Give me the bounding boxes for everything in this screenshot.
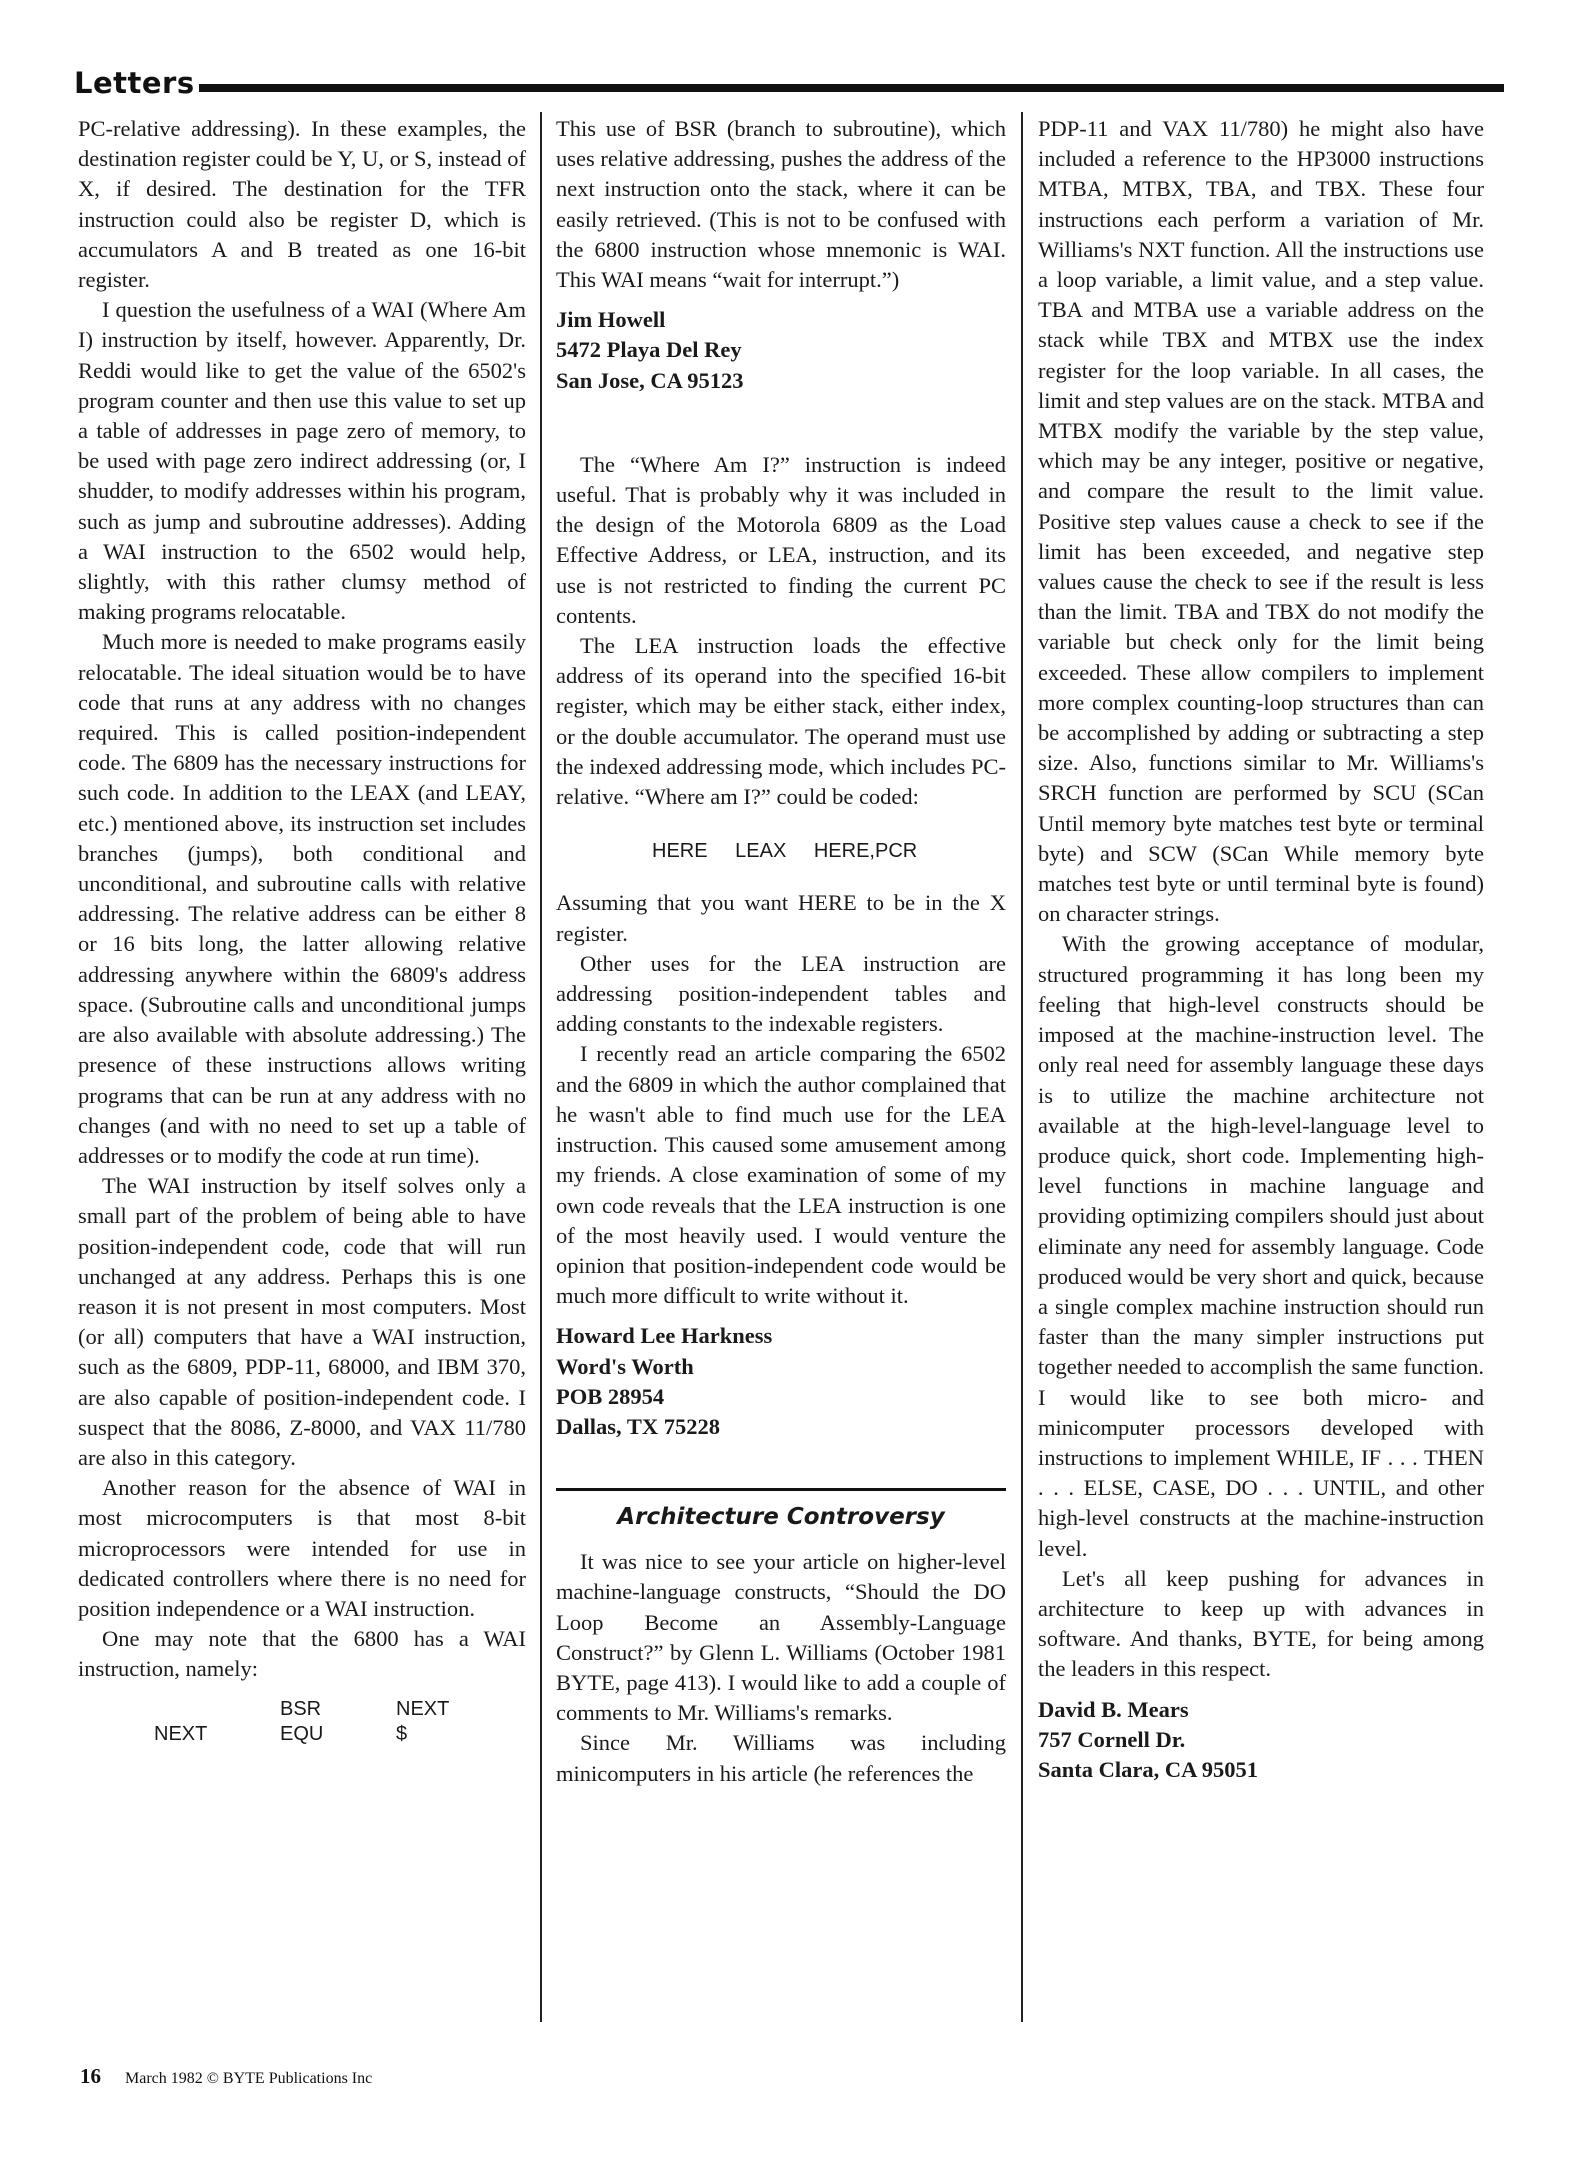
letter-subheading: Architecture Controversy (556, 1488, 1006, 1537)
code-label (78, 1697, 280, 1722)
signature-city: Dallas, TX 75228 (556, 1413, 720, 1439)
page-number: 16 (80, 2064, 101, 2088)
signature-name: Howard Lee Harkness (556, 1323, 773, 1349)
paragraph: Another reason for the absence of WAI in most microcomputers is that most 8-bit microprocessors were intended for use in dedicated controllers where there is no need for position independence or a WAI instruction. (78, 1475, 526, 1621)
column-3 (1038, 114, 1484, 1785)
column-2 (556, 114, 1006, 1789)
paragraph: Much more is needed to make programs easily relocatable. The ideal situation would be to have code that runs at any address with no changes required. This is called position-independent code. The 6809 has the necessary instructions for such code. In addition to the LEAX (and LEAY, etc.) mentioned above, its instruction set includes branches (jumps), both conditional and unconditional, and subroutine calls with relative addressing. The relative address can be either 8 or 16 bits long, the latter allowing relative addressing anywhere within the 6809's address space. (Subroutine calls and unconditional jumps are also available with absolute addressing.) The presence of these instructions allows writing programs that can be run at any address with no changes (and with no need to set up a table of addresses or to modify the code at run time). (78, 629, 526, 1168)
letter-signature (556, 1321, 1006, 1442)
paragraph: PC-relative addressing). In these examples, the destination register could be Y, U, or S, instead of X, if desired. The destination for the TFR instruction could also be register D, which is accumulators A and B treated as one 16-bit register. (78, 116, 526, 293)
signature-city: San Jose, CA 95123 (556, 367, 744, 393)
column-divider (1021, 112, 1023, 2022)
signature-city: Santa Clara, CA 95051 (1038, 1756, 1259, 1782)
paragraph: Other uses for the LEA instruction are addressing position-independent tables and adding constants to the indexable registers. (556, 950, 1006, 1037)
signature-name: David B. Mears (1038, 1696, 1189, 1722)
code-op: BSR (280, 1697, 322, 1720)
code-line (556, 836, 1006, 866)
page-header (74, 66, 1504, 102)
section-title: Letters (74, 66, 199, 100)
column-1 (78, 114, 526, 1747)
code-op: EQU (280, 1722, 324, 1745)
paragraph: The “Where Am I?” instruction is indeed useful. That is probably why it was included in the design of the Motorola 6809 as the Load Effective Address, or LEA, instruction, and its use is not restricted to finding the current PC contents. (556, 451, 1006, 628)
paragraph: Assuming that you want HERE to be in the X register. (556, 890, 1006, 946)
paragraph: I question the usefulness of a WAI (Where Am I) instruction by itself, however. Apparently, Dr. Reddi would like to get the value of the 6502's program counter and then use this value to set up a table of addresses in page zero of memory, to be used with page zero indirect addressing (or, I shudder, to modify addresses within his program, such as jump and subroutine addresses). Adding a WAI instruction to the 6502 would help, slightly, with this rather clumsy method of making programs relocatable. (78, 297, 526, 625)
signature-address: 5472 Playa Del Rey (556, 337, 742, 363)
page-footer (80, 2064, 372, 2089)
column-divider (540, 112, 542, 2022)
code-op: LEAX (735, 840, 787, 863)
code-label: NEXT (154, 1722, 208, 1745)
paragraph: Let's all keep pushing for advances in architecture to keep up with advances in software. And thanks, BYTE, for being among the leaders in this respect. (1038, 1565, 1484, 1682)
footer-credit: March 1982 © BYTE Publications Inc (125, 2070, 373, 2087)
letter-signature (556, 305, 1006, 396)
header-rule (194, 84, 1504, 92)
paragraph: PDP-11 and VAX 11/780) he might also have included a reference to the HP3000 instructions MTBA, MTBX, TBA, and TBX. These four instructions each perform a variation of Mr. Williams's NXT function. All the instructions use a loop variable, a limit value, and a step value. TBA and MTBA use a variable address on the stack while TBX and MTBX use the index register for the loop variable. In all cases, the limit and step values are on the stack. MTBA and MTBX modify the variable by the step value, which may be any integer, positive or negative, and compare the result to the limit value. Positive step values cause a check to see if the limit has been exceeded, and negative step values cause the check to see if the result is less than the limit. TBA and TBX do not modify the variable but check only for the limit being exceeded. These allow compilers to implement more complex counting-loop structures than can be accomplished by adding or subtracting a step size. Also, functions similar to Mr. Williams's SRCH function are performed by SCU (SCan Until memory byte matches test byte or terminal byte) and SCW (SCan While memory byte matches test byte or until terminal byte is found) on character strings. (1038, 116, 1484, 927)
paragraph: It was nice to see your article on higher-level machine-language constructs, “Should the DO Loop Become an Assembly-Language Construct?” by Glenn L. Williams (October 1981 BYTE, page 413). I would like to add a couple of comments to Mr. Williams's remarks. (556, 1549, 1006, 1726)
signature-name: Jim Howell (556, 307, 666, 333)
paragraph: The WAI instruction by itself solves only a small part of the problem of being able to have position-independent code, code that will run unchanged at any address. Perhaps this is one reason it is not present in most computers. Most (or all) computers that have a WAI instruction, such as the 6809, PDP-11, 68000, and IBM 370, are also capable of position-independent code. I suspect that the 8086, Z-8000, and VAX 11/780 are also in this category. (78, 1173, 526, 1470)
letter-signature (1038, 1695, 1484, 1786)
code-arg: $ (396, 1722, 408, 1745)
signature-address: 757 Cornell Dr. (1038, 1726, 1186, 1752)
code-label: HERE (652, 840, 708, 863)
code-line (78, 1722, 526, 1747)
paragraph: With the growing acceptance of modular, structured programming it has long been my feeling that high-level constructs should be imposed at the machine-instruction level. The only real need for assembly language these days is to utilize the machine architecture not available at the high-level-language level to produce quick, short code. Implementing high-level functions in machine language and providing optimizing compilers should just about eliminate any need for assembly language. Code produced would be very short and quick, because a single complex machine instruction should run faster than the many simpler instructions put together needed to accomplish the same function. I would like to see both micro- and minicomputer processors developed with instructions to implement WHILE, IF . . . THEN . . . ELSE, CASE, DO . . . UNTIL, and other high-level constructs at the machine-instruction level. (1038, 931, 1484, 1561)
paragraph: One may note that the 6800 has a WAI instruction, namely: (78, 1626, 526, 1682)
code-arg: NEXT (396, 1697, 450, 1720)
paragraph: The LEA instruction loads the effective address of its operand into the specified 16-bit register, which may be either stack, either index, or the double accumulator. The operand must use the indexed addressing mode, which includes PC-relative. “Where am I?” could be coded: (556, 633, 1006, 810)
signature-address: POB 28954 (556, 1383, 665, 1409)
code-line (78, 1697, 526, 1722)
code-arg: HERE,PCR (813, 840, 918, 863)
code-listing (78, 1697, 526, 1747)
paragraph: Since Mr. Williams was including minicomputers in his article (he references the (556, 1730, 1006, 1786)
paragraph: This use of BSR (branch to subroutine), which uses relative addressing, pushes the address of the next instruction onto the stack, where it can be easily retrieved. (This is not to be confused with the 6800 instruction whose mnemonic is WAI. This WAI means “wait for interrupt.”) (556, 116, 1006, 293)
signature-org: Word's Worth (556, 1353, 694, 1379)
paragraph: I recently read an article comparing the 6502 and the 6809 in which the author complained that he wasn't able to find much use for the LEA instruction. This caused some amusement among my friends. A close examination of some of my own code reveals that the LEA instruction is one of the most heavily used. I would venture the opinion that position-independent code would be much more difficult to write without it. (556, 1041, 1006, 1309)
